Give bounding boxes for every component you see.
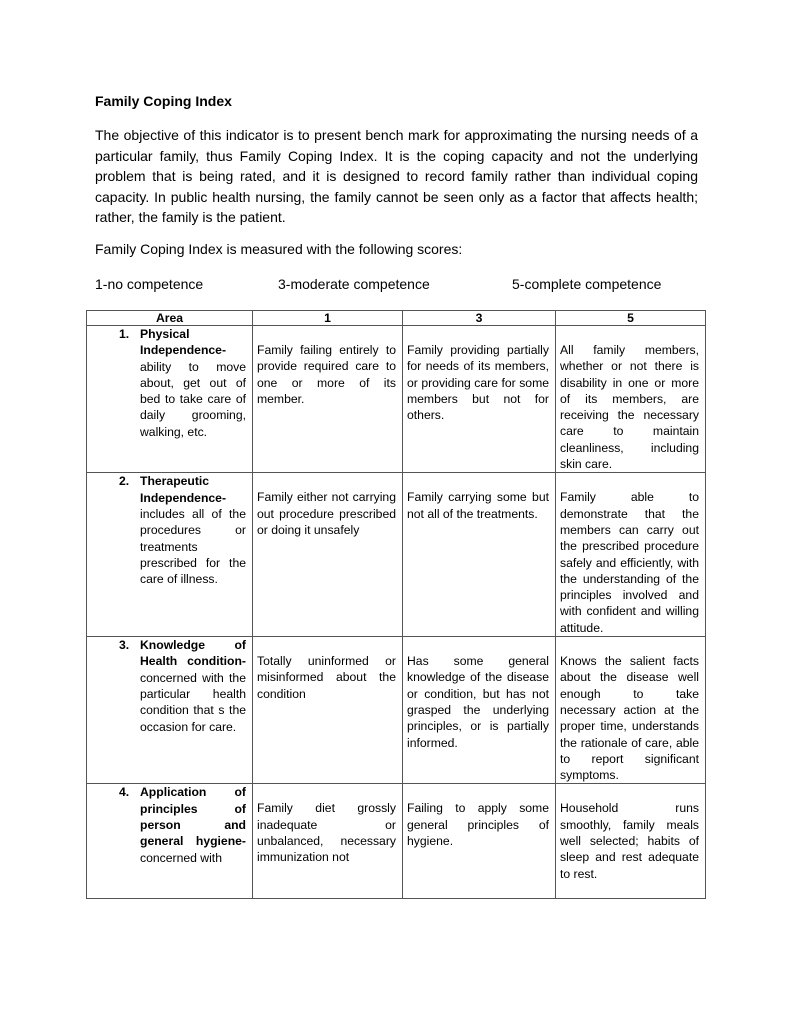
area-description: concerned with: [140, 850, 222, 865]
score-5-cell: Household runs smoothly, family meals well selected; habits of sleep and rest adequate to rest.: [556, 784, 706, 899]
area-cell: [87, 473, 253, 637]
table-row: [87, 473, 706, 637]
header-area: Area: [87, 311, 253, 326]
row-number: 3.: [119, 638, 130, 653]
row-number: 2.: [119, 474, 130, 489]
row-number: 4.: [119, 785, 130, 800]
area-description: ability to move about, get out of bed to take care of daily grooming, walking, etc.: [140, 359, 246, 439]
intro-paragraph: The objective of this indicator is to present bench mark for approximating the nursing needs of a particular family, thus Family Coping Index. It is the coping capacity and not the underlying problem that is being rated, and it is designed to record family rather than individual coping capacity. In public health nursing, the family cannot be seen only as a factor that affects health; rather, the family is the patient.: [95, 127, 698, 225]
header-score-1: 1: [253, 311, 403, 326]
table-row: [87, 637, 706, 784]
scale-item-3: 3-moderate competence: [278, 276, 430, 292]
table-header-row: [87, 311, 706, 326]
score-5-cell: Family able to demonstrate that the members can carry out the prescribed procedure safely and efficiently, with the understanding of the principles involved and with confident and willing attitude.: [556, 473, 706, 637]
area-name: Therapeutic Independence-: [140, 474, 227, 505]
measured-sentence: Family Coping Index is measured with the following scores:: [95, 241, 463, 257]
scale-item-5: 5-complete competence: [512, 276, 662, 292]
score-3-cell: Failing to apply some general principles of hygiene.: [403, 784, 556, 899]
table-row: [87, 784, 706, 899]
score-1-cell: Family either not carrying out procedure prescribed or doing it unsafely: [253, 473, 403, 637]
document-title: Family Coping Index: [95, 93, 232, 109]
coping-index-table: [86, 310, 706, 899]
row-number: 1.: [119, 327, 130, 341]
score-3-cell: Family providing partially for needs of its members, or providing care for some members but not for others.: [403, 326, 556, 473]
area-name: Application of principles of person and general hygiene-: [140, 785, 246, 849]
score-3-cell: Family carrying some but not all of the treatments.: [403, 473, 556, 637]
table-row: [87, 326, 706, 473]
area-description: includes all of the procedures or treatments prescribed for the care of illness.: [140, 506, 246, 587]
header-score-5: 5: [556, 311, 706, 326]
area-name: Knowledge of Health condition-: [140, 638, 246, 669]
area-name: Physical Independence-: [140, 327, 227, 358]
score-5-cell: Knows the salient facts about the disease well enough to take necessary action at the proper time, understands the rationale of care, able to report significant symptoms.: [556, 637, 706, 784]
area-description: concerned with the particular health condition that s the occasion for care.: [140, 670, 246, 734]
score-3-cell: Has some general knowledge of the disease or condition, but has not grasped the underlying principles, or is partially informed.: [403, 637, 556, 784]
area-cell: [87, 637, 253, 784]
score-1-cell: Totally uninformed or misinformed about the condition: [253, 637, 403, 784]
score-1-cell: Family diet grossly inadequate or unbalanced, necessary immunization not: [253, 784, 403, 899]
scale-item-1: 1-no competence: [95, 276, 204, 292]
score-1-cell: Family failing entirely to provide required care to one or more of its member.: [253, 326, 403, 473]
score-5-cell: All family members, whether or not there is disability in one or more of its members, are receiving the necessary care to maintain cleanliness, including skin care.: [556, 326, 706, 473]
header-score-3: 3: [403, 311, 556, 326]
area-cell: [87, 784, 253, 899]
area-cell: [87, 326, 253, 473]
